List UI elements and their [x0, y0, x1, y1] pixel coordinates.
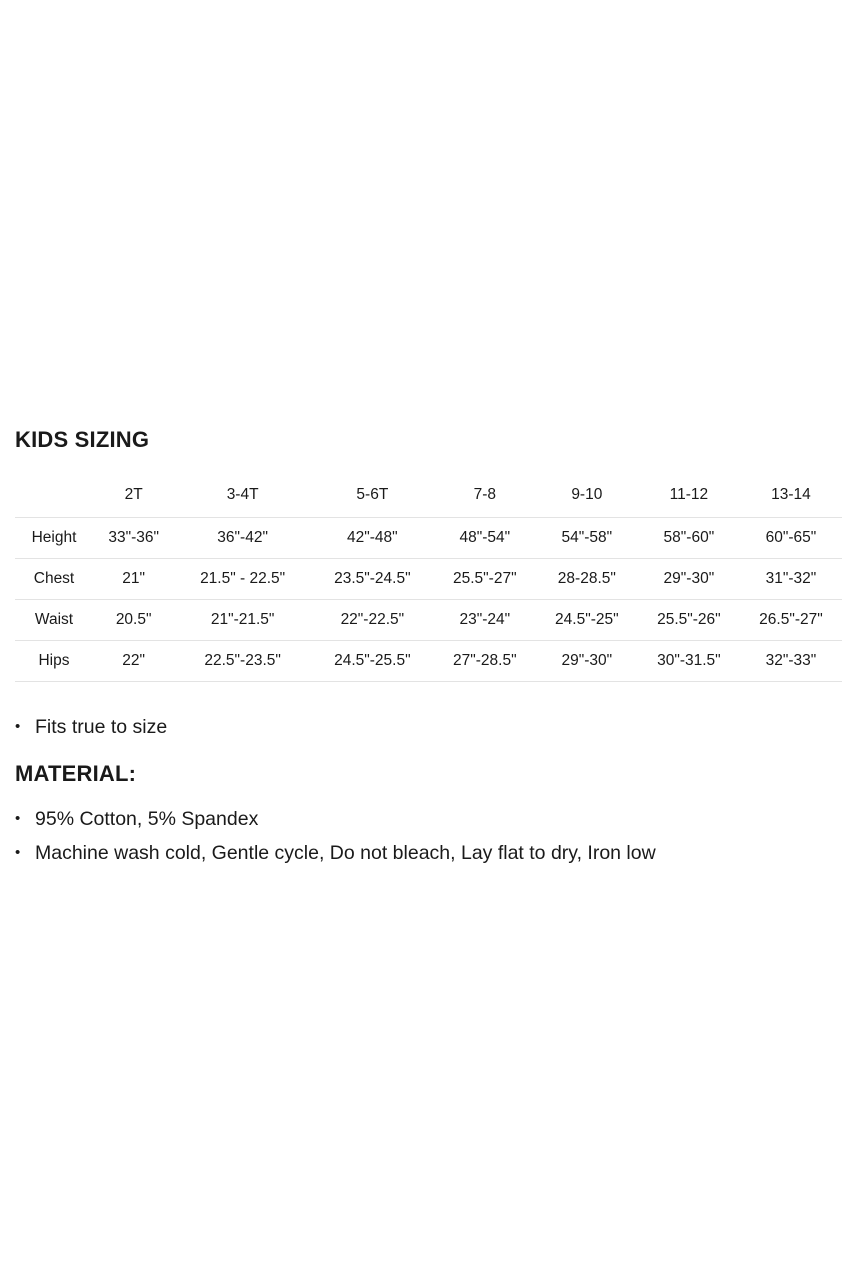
size-header-cell: 7-8 — [434, 473, 536, 518]
size-header-cell: 13-14 — [740, 473, 842, 518]
table-cell: 32"-33" — [740, 641, 842, 682]
table-cell: 25.5"-26" — [638, 600, 740, 641]
table-row — [15, 518, 842, 559]
list-item: • Fits true to size — [15, 710, 842, 744]
table-cell: 28-28.5" — [536, 559, 638, 600]
table-cell: 29"-30" — [536, 641, 638, 682]
table-cell: 22"-22.5" — [311, 600, 434, 641]
table-row — [15, 600, 842, 641]
table-cell: 33"-36" — [93, 518, 174, 559]
table-cell: 21.5" - 22.5" — [174, 559, 311, 600]
table-cell: 29"-30" — [638, 559, 740, 600]
size-header-cell: 11-12 — [638, 473, 740, 518]
row-label: Hips — [15, 641, 93, 682]
table-cell: 24.5"-25" — [536, 600, 638, 641]
table-cell: 58"-60" — [638, 518, 740, 559]
table-cell: 30"-31.5" — [638, 641, 740, 682]
size-chart-table — [15, 473, 842, 682]
list-item: • Machine wash cold, Gentle cycle, Do not bleach, Lay flat to dry, Iron low — [15, 836, 842, 870]
table-cell: 23"-24" — [434, 600, 536, 641]
product-details — [15, 424, 842, 870]
kids-sizing-heading: KIDS SIZING — [15, 427, 150, 452]
table-cell: 31"-32" — [740, 559, 842, 600]
size-header-cell: 2T — [93, 473, 174, 518]
table-cell: 21"-21.5" — [174, 600, 311, 641]
size-header-cell — [15, 473, 93, 518]
table-cell: 24.5"-25.5" — [311, 641, 434, 682]
table-cell: 36"-42" — [174, 518, 311, 559]
table-cell: 60"-65" — [740, 518, 842, 559]
size-header-cell: 9-10 — [536, 473, 638, 518]
material-list — [15, 802, 842, 870]
table-cell: 54"-58" — [536, 518, 638, 559]
row-label: Chest — [15, 559, 93, 600]
row-label: Waist — [15, 600, 93, 641]
size-header-cell: 5-6T — [311, 473, 434, 518]
fit-list — [15, 710, 842, 744]
table-cell: 23.5"-24.5" — [311, 559, 434, 600]
size-header-cell: 3-4T — [174, 473, 311, 518]
size-header-row — [15, 473, 842, 518]
row-label: Height — [15, 518, 93, 559]
material-heading: MATERIAL: — [15, 761, 137, 786]
table-cell: 27"-28.5" — [434, 641, 536, 682]
table-cell: 22.5"-23.5" — [174, 641, 311, 682]
table-cell: 25.5"-27" — [434, 559, 536, 600]
list-item: • 95% Cotton, 5% Spandex — [15, 802, 842, 836]
table-row — [15, 641, 842, 682]
table-row — [15, 559, 842, 600]
table-cell: 42"-48" — [311, 518, 434, 559]
table-cell: 21" — [93, 559, 174, 600]
table-cell: 20.5" — [93, 600, 174, 641]
table-cell: 48"-54" — [434, 518, 536, 559]
table-cell: 26.5"-27" — [740, 600, 842, 641]
table-cell: 22" — [93, 641, 174, 682]
